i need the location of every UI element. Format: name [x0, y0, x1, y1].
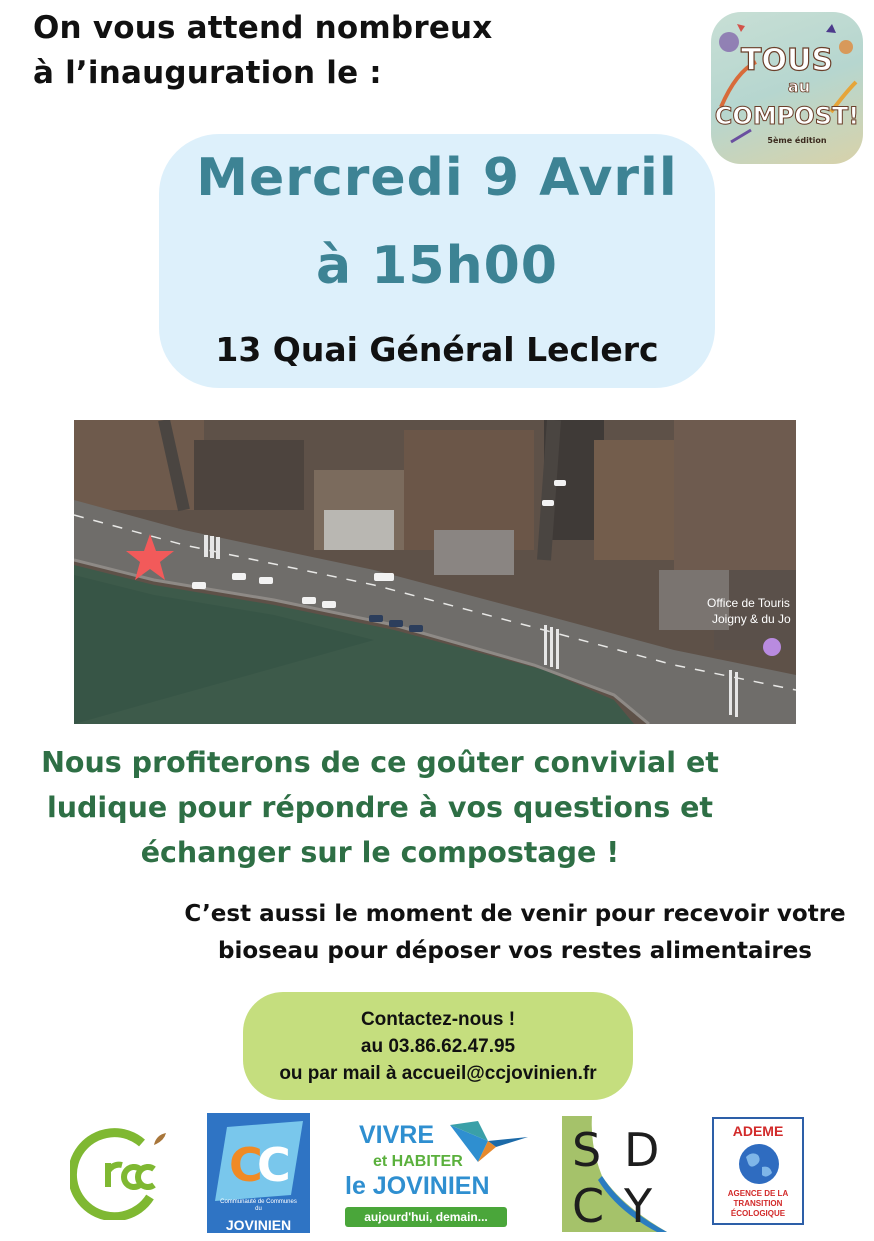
svg-text:C: C: [257, 1138, 291, 1192]
ccj-caption-3: JOVINIEN: [225, 1217, 292, 1233]
sdcy-letter-c: C: [572, 1179, 605, 1232]
contact-email[interactable]: ou par mail à accueil@ccjovinien.fr: [279, 1063, 597, 1084]
event-address: 13 Quai Général Leclerc: [215, 330, 659, 369]
svg-text:C: C: [229, 1138, 263, 1192]
badge-word-au: au: [787, 77, 811, 96]
message-line-1: Nous profiterons de ce goûter convivial et: [41, 746, 719, 779]
intro-line-2: à l’inauguration le :: [33, 55, 382, 91]
info-line-2: bioseau pour déposer vos restes alimentaires: [218, 938, 812, 964]
ademe-caption-2: TRANSITION: [733, 1199, 783, 1208]
poi-label-1: Office de Touris: [707, 596, 790, 610]
sdcy-logo: [562, 1116, 677, 1232]
poi-pin-icon: [763, 638, 781, 656]
vivre-line-2: et HABITER: [373, 1153, 463, 1170]
tous-au-compost-logo: [711, 12, 863, 164]
ademe-logo: [712, 1117, 804, 1225]
rcc-logo: [70, 1125, 170, 1220]
intro-heading: [33, 6, 493, 96]
ademe-caption-1: AGENCE DE LA: [727, 1189, 789, 1198]
map-image: [74, 420, 796, 724]
message-line-3: échanger sur le compostage !: [140, 836, 620, 869]
rcc-logo-icon: [70, 1125, 170, 1220]
event-time: à 15h00: [316, 236, 558, 296]
badge-edition: 5ème édition: [767, 136, 827, 145]
poi-label-2: Joigny & du Jo: [712, 612, 791, 626]
aerial-map: [74, 420, 796, 724]
vivre-line-3: le JOVINIEN: [345, 1172, 490, 1200]
ademe-name: ADEME: [732, 1123, 784, 1139]
event-message: [30, 740, 730, 875]
info-line-1: C’est aussi le moment de venir pour recevoir votre: [184, 901, 846, 927]
ccj-caption-2: du: [255, 1206, 262, 1212]
badge-word-tous: TOUS: [741, 43, 833, 78]
globe-icon: [738, 1143, 780, 1185]
ccj-logo: [207, 1113, 310, 1233]
kingfisher-bird-icon: [450, 1117, 530, 1172]
compost-logo-art: [711, 12, 863, 164]
contact-phone[interactable]: au 03.86.62.47.95: [360, 1036, 516, 1057]
sdcy-logo-icon: [562, 1116, 677, 1232]
vivre-habiter-logo: [345, 1117, 530, 1227]
sdcy-letter-y: Y: [624, 1179, 653, 1232]
sdcy-letter-d: D: [624, 1123, 660, 1177]
bioseau-info: [150, 896, 874, 970]
badge-word-compost: COMPOST!: [714, 102, 860, 130]
vivre-tagline: aujourd'hui, demain...: [345, 1207, 507, 1227]
ccj-logo-icon: [207, 1113, 310, 1203]
event-date: Mercredi 9 Avril: [196, 148, 678, 208]
ademe-caption-3: ÉCOLOGIQUE: [730, 1209, 786, 1218]
intro-line-1: On vous attend nombreux: [33, 10, 493, 46]
message-line-2: ludique pour répondre à vos questions et: [46, 791, 714, 824]
sdcy-letter-s: S: [572, 1123, 602, 1177]
contact-heading: Contactez-nous !: [360, 1009, 516, 1030]
vivre-line-1: VIVRE: [359, 1121, 435, 1149]
ccj-caption-1: Communauté de Communes: [220, 1199, 297, 1205]
